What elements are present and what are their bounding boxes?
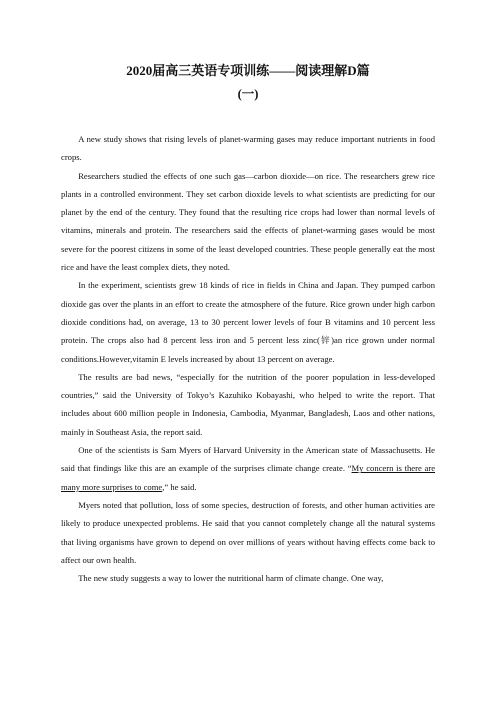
document-title: 2020届高三英语专项训练——阅读理解D篇 xyxy=(126,63,370,78)
paragraph-5 xyxy=(61,441,435,496)
paragraph-1: A new study shows that rising levels of planet-warming gases may reduce important nutrients in food crops. xyxy=(61,134,435,163)
paragraph-5-text-after: ,” he said. xyxy=(162,481,197,492)
paragraph-6: Myers noted that pollution, loss of some species, destruction of forests, and other human activities are likely to produce unexpected problems. He said that you cannot completely change all the natural systems that living organisms have grown to depend on over millions of years without having effects come back to affect our own health. xyxy=(61,499,435,565)
paragraph-5-text-before: One of the scientists is Sam Myers of Harvard University in the American state of Massachusetts. He said that findings like this are an example of the surprises climate change create. “ xyxy=(61,445,435,474)
paragraph-3: In the experiment, scientists grew 18 kinds of rice in fields in China and Japan. They pumped carbon dioxide gas over the plants in an effort to create the atmosphere of the future. Rice grown under high carbon dioxide conditions had, on average, 13 to 30 percent lower levels of four B vitamins and 10 percent less protein. The crops also had 8 percent less iron and 5 percent less zinc(锌)an rice grown under normal conditions.However,vitamin E levels increased by about 13 percent on average. xyxy=(61,280,435,364)
paragraph-7: The new study suggests a way to lower the nutritional harm of climate change. One way, xyxy=(78,573,384,584)
paragraph-4: The results are bad news, “especially for the nutrition of the poorer population in less-developed countries,” said the University of Tokyo’s Kazuhiko Kobayashi, who helped to write the report. That includes about 600 million people in Indonesia, Cambodia, Myanmar, Bangladesh, Laos and other nations, mainly in Southeast Asia, the report said. xyxy=(61,371,435,437)
underlined-sentence: My concern is there are many more surprises to come xyxy=(61,463,436,492)
paragraph-2: Researchers studied the effects of one such gas—carbon dioxide—on rice. The researchers grew rice plants in a controlled environment. They set carbon dioxide levels to what scientists are predicting for our planet by the end of the century. They found that the resulting rice crops had lower than normal levels of vitamins, minerals and protein. The researchers said the effects of planet-warming gases would be most severe for the poorest citizens in some of the least developed countries. These people generally eat the most rice and have the least complex diets, they noted. xyxy=(61,170,435,273)
section-number: (一) xyxy=(237,87,259,101)
article-body xyxy=(61,130,435,587)
